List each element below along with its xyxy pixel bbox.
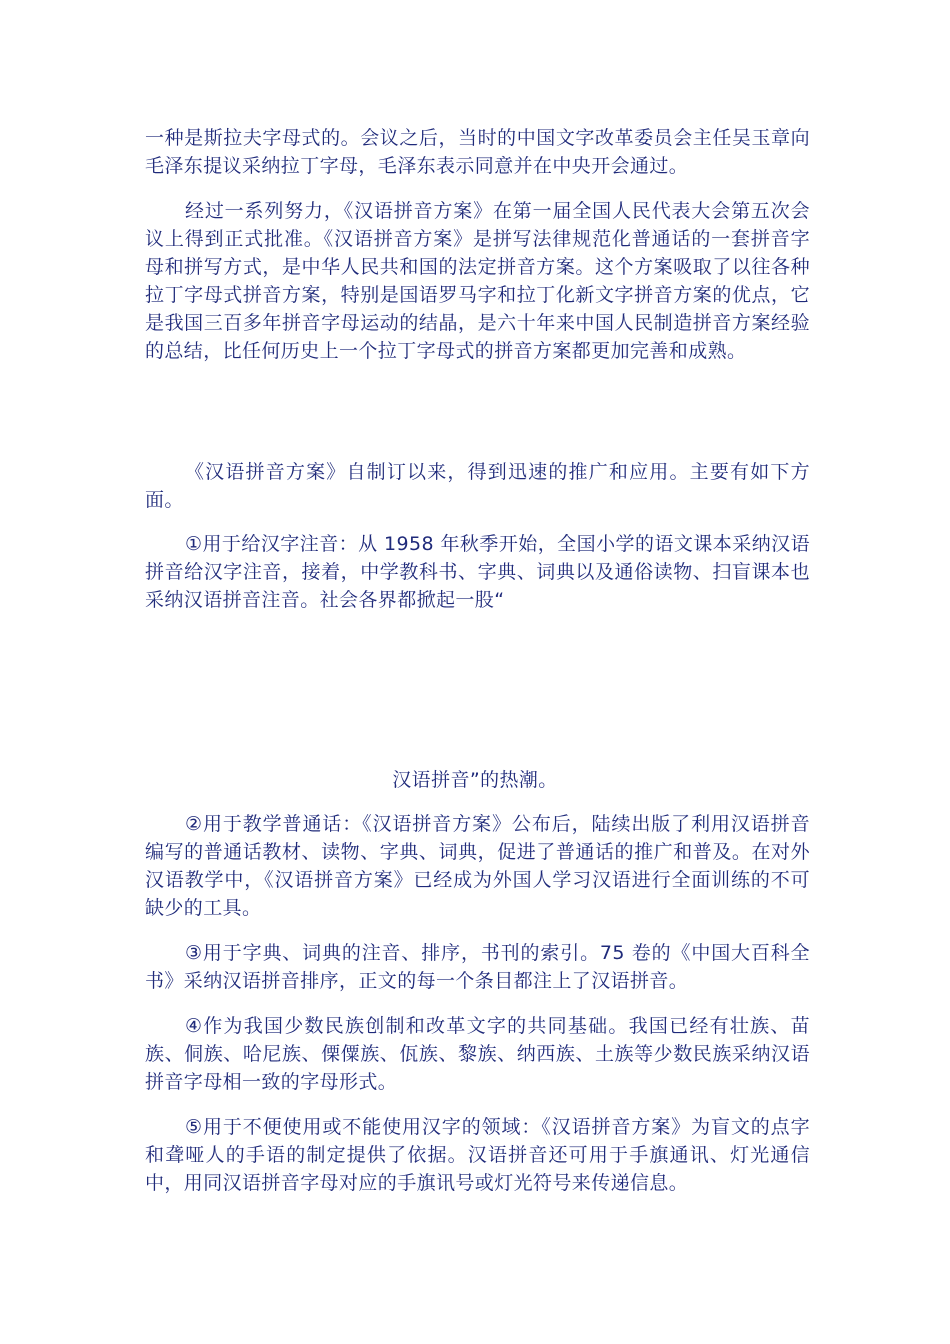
paragraph-item-2: ②用于教学普通话：《汉语拼音方案》公布后，陆续出版了利用汉语拼音编写的普通话教材、读物、字典、词典，促进了普通话的推广和普及。在对外汉语教学中，《汉语拼音方案》已经成为外国人学习汉语进行全面训练的不可缺少的工具。 — [145, 813, 810, 919]
paragraph-item-4: ④作为我国少数民族创制和改革文字的共同基础。我国已经有壮族、苗族、侗族、哈尼族、傈僳族、佤族、黎族、纳西族、土族等少数民族采纳汉语拼音字母相一致的字母形式。 — [145, 1015, 810, 1093]
paragraph-item-3: ③用于字典、词典的注音、排序，书刊的索引。75 卷的《中国大百科全书》采纳汉语拼音排序，正文的每一个条目都注上了汉语拼音。 — [145, 942, 810, 992]
paragraph-approval: 经过一系列努力，《汉语拼音方案》在第一届全国人民代表大会第五次会议上得到正式批准。《汉语拼音方案》是拼写法律规范化普通话的一套拼音字母和拼写方式，是中华人民共和国的法定拼音方案。这个方案吸取了以往各种拉丁字母式拼音方案，特别是国语罗马字和拉丁化新文字拼音方案的优点，它是我国三百多年拼音字母运动的结晶，是六十年来中国人民制造拼音方案经验的总结，比任何历史上一个拉丁字母式的拼音方案都更加完善和成熟。 — [145, 200, 810, 362]
paragraph-item-1-continuation: 汉语拼音”的热潮。 — [392, 769, 558, 791]
paragraph-applications-intro: 《汉语拼音方案》自制订以来，得到迅速的推广和应用。主要有如下方面。 — [145, 461, 810, 511]
paragraph-item-1: ①用于给汉字注音：从 1958 年秋季开始，全国小学的语文课本采纳汉语拼音给汉字注音，接着，中学教科书、字典、词典以及通俗读物、扫盲课本也采纳汉语拼音注音。社会各界都掀起一股“ — [145, 533, 810, 611]
paragraph-continuation: 一种是斯拉夫字母式的。会议之后，当时的中国文字改革委员会主任吴玉章向毛泽东提议采纳拉丁字母，毛泽东表示同意并在中央开会通过。 — [145, 127, 810, 177]
paragraph-item-5: ⑤用于不便使用或不能使用汉字的领域：《汉语拼音方案》为盲文的点字和聋哑人的手语的制定提供了依据。汉语拼音还可用于手旗通讯、灯光通信中，用同汉语拼音字母对应的手旗讯号或灯光符号来传递信息。 — [145, 1116, 810, 1194]
